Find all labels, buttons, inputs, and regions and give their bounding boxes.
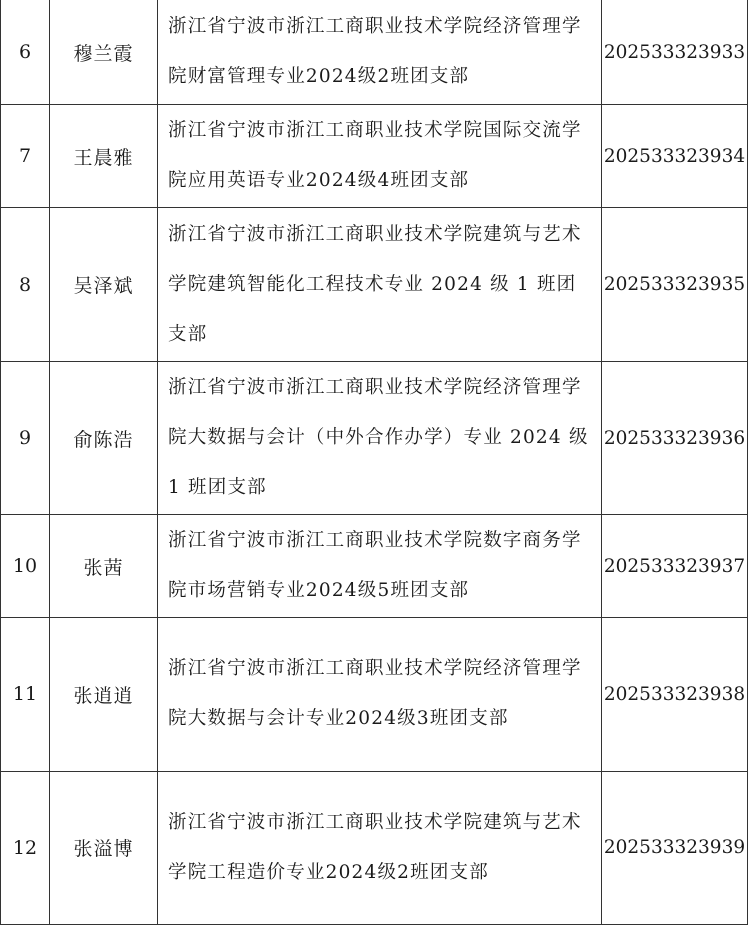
table-row (1, 515, 748, 618)
member-id: 202533323939 (602, 771, 748, 924)
table-row (1, 618, 748, 771)
member-id: 202533323938 (602, 618, 748, 771)
member-id: 202533323937 (602, 515, 748, 618)
row-number: 8 (1, 208, 50, 361)
table-row (1, 105, 748, 208)
member-name: 王晨雅 (50, 105, 158, 208)
member-name: 穆兰霞 (50, 0, 158, 105)
row-number: 7 (1, 105, 50, 208)
branch-name: 浙江省宁波市浙江工商职业技术学院数字商务学院市场营销专业2024级5班团支部 (158, 515, 602, 618)
member-name: 俞陈浩 (50, 361, 158, 514)
branch-name: 浙江省宁波市浙江工商职业技术学院建筑与艺术学院工程造价专业2024级2班团支部 (158, 771, 602, 924)
branch-name: 浙江省宁波市浙江工商职业技术学院国际交流学院应用英语专业2024级4班团支部 (158, 105, 602, 208)
member-id: 202533323936 (602, 361, 748, 514)
table-row (1, 208, 748, 361)
branch-name: 浙江省宁波市浙江工商职业技术学院经济管理学院大数据与会计专业2024级3班团支部 (158, 618, 602, 771)
table-row (1, 771, 748, 924)
table-row (1, 361, 748, 514)
row-number: 9 (1, 361, 50, 514)
branch-name: 浙江省宁波市浙江工商职业技术学院经济管理学院财富管理专业2024级2班团支部 (158, 0, 602, 105)
member-id: 202533323933 (602, 0, 748, 105)
member-name: 吴泽斌 (50, 208, 158, 361)
branch-name: 浙江省宁波市浙江工商职业技术学院建筑与艺术学院建筑智能化工程技术专业 2024 级 1 班团支部 (158, 208, 602, 361)
member-id: 202533323935 (602, 208, 748, 361)
row-number: 6 (1, 0, 50, 105)
row-number: 12 (1, 771, 50, 924)
member-name: 张逍逍 (50, 618, 158, 771)
row-number: 10 (1, 515, 50, 618)
member-name: 张溢博 (50, 771, 158, 924)
member-id: 202533323934 (602, 105, 748, 208)
branch-name: 浙江省宁波市浙江工商职业技术学院经济管理学院大数据与会计（中外合作办学）专业 2024 级 1 班团支部 (158, 361, 602, 514)
member-name: 张茜 (50, 515, 158, 618)
row-number: 11 (1, 618, 50, 771)
table-row (1, 0, 748, 105)
